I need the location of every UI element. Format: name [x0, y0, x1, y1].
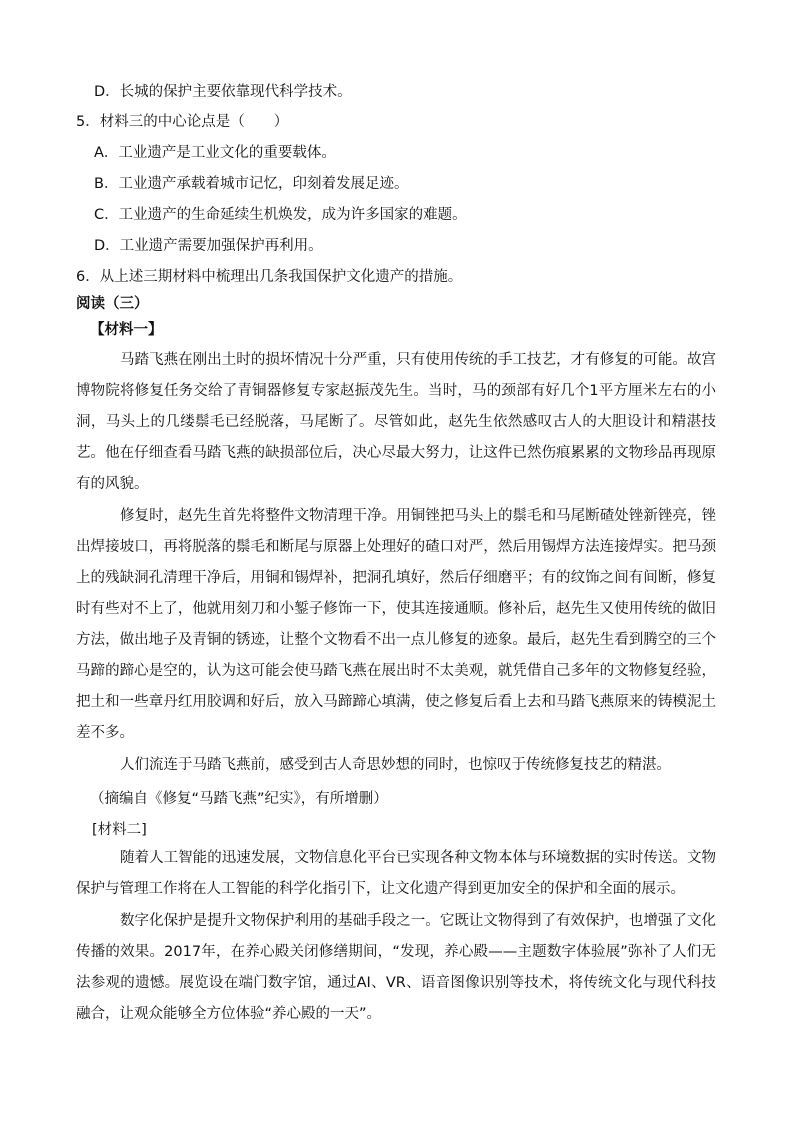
- q6-stem: 6．从上述三期材料中梳理出几条我国保护文化遗产的措施。: [76, 269, 463, 285]
- material1-paragraph-2: 修复时，赵先生首先将整件文物清理干净。用铜锉把马头上的鬃毛和马尾断碴处锉新锉亮，锉出焊接坡口，再将脱落的鬃毛和断尾与原器上处理好的碴口对严，然后用锡焊方法连接焊实。把马颈上的残缺洞孔清理干净后，用铜和锡焊补，把洞孔填好，然后仔细磨平；有的纹饰之间有间断，修复时有些对不上了，他就用刻刀和小錾子修饰一下，使其连接通顺。修补后，赵先生又使用传统的做旧方法，做出地子及青铜的锈迹，让整个文物看不出一点儿修复的迹象。最后，赵先生看到腾空的三个马蹄的蹄心是空的，认为这可能会使马踏飞燕在展出时不太美观，就凭借自己多年的文物修复经验，把土和一些章丹红用胶调和好后，放入马蹄蹄心填满，使之修复后看上去和马踏飞燕原来的铸模泥土差不多。: [76, 508, 716, 741]
- q5-option-a: A．工业遗产是工业文化的重要载体。: [94, 145, 336, 161]
- material2-paragraph-1: 随着人工智能的迅速发展，文物信息化平台已实现各种文物本体与环境数据的实时传送。文物保护与管理工作将在人工智能的科学化指引下，让文化遗产得到更加安全的保护和全面的展示。: [76, 850, 716, 897]
- q5-stem: 5．材料三的中心论点是（ ）: [76, 114, 289, 130]
- q5-option-d: D．工业遗产需要加强保护再利用。: [94, 238, 323, 254]
- material2-paragraph-2: 数字化保护是提升文物保护利用的基础手段之一。它既让文物得到了有效保护，也增强了文化传播的效果。2017年，在养心殿关闭修缮期间，“发现，养心殿——主题数字体验展”弥补了人们无法参观的遗憾。展览设在端门数字馆，通过AI、VR、语音图像识别等技术，将传统文化与现代科技融合，让观众能够全方位体验“养心殿的一天”。: [76, 913, 716, 1022]
- material2-label: [材料二]: [92, 822, 147, 838]
- material1-paragraph-3: 人们流连于马踏飞燕前，感受到古人奇思妙想的同时，也惊叹于传统修复技艺的精湛。: [120, 757, 671, 773]
- reading3-heading: 阅读（三）: [76, 296, 149, 312]
- q5-option-c: C．工业遗产的生命延续生机焕发，成为许多国家的难题。: [94, 207, 467, 223]
- material1-paragraph-1: 马踏飞燕在刚出土时的损坏情况十分严重，只有使用传统的手工技艺，才有修复的可能。故宫博物院将修复任务交给了青铜器修复专家赵振茂先生。当时，马的颈部有好几个1平方厘米左右的小洞，马头上的几缕鬃毛已经脱落，马尾断了。尽管如此，赵先生依然感叹古人的大胆设计和精湛技艺。他在仔细查看马踏飞燕的缺损部位后，决心尽最大努力，让这件已然伤痕累累的文物珍品再现原有的风貌。: [76, 352, 716, 492]
- q5-option-b: B．工业遗产承载着城市记忆，印刻着发展足迹。: [94, 176, 409, 192]
- material1-label: 【材料一】: [90, 322, 163, 338]
- q4-option-d: D．长城的保护主要依靠现代科学技术。: [94, 84, 352, 100]
- material1-source: （摘编自《修复“马踏飞燕”纪实》，有所增删）: [90, 791, 388, 807]
